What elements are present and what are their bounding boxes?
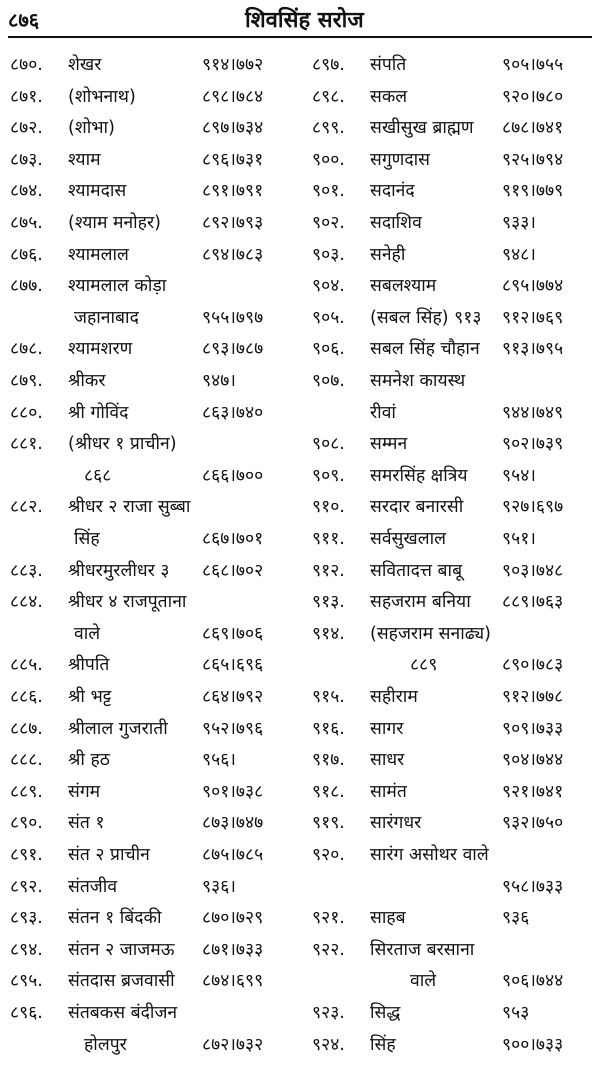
left-entry-number: ८९१. bbox=[10, 845, 43, 865]
left-entry-pages: ८७४।६९९ bbox=[202, 971, 264, 992]
right-entry-number: ९१९. bbox=[312, 813, 345, 834]
left-entry-name: श्रीधरमुरलीधर ३ bbox=[68, 560, 170, 581]
right-entry-name: सर्वसुखलाल bbox=[370, 529, 446, 549]
left-entry-number: ८८७. bbox=[10, 718, 43, 739]
right-entry-pages: ९००।७३३ bbox=[502, 1034, 564, 1055]
left-entry-pages: ९०१।७३८ bbox=[202, 781, 264, 802]
header-rule bbox=[8, 36, 592, 38]
right-entry-name: सारंग असोथर वाले bbox=[370, 845, 489, 865]
left-entry-number: ८७५. bbox=[10, 213, 43, 233]
left-entry-number: ८८१. bbox=[10, 434, 43, 455]
left-entry-name: संतजीव bbox=[68, 876, 118, 897]
left-entry-pages: ८९६।७३१ bbox=[202, 149, 264, 170]
right-entry-pages: ९२०।७८० bbox=[502, 86, 564, 107]
left-entry-pages: ८९२।७९३ bbox=[202, 213, 264, 233]
right-entry-number: ९०१. bbox=[312, 181, 345, 202]
right-entry-number: ९१८. bbox=[312, 781, 345, 802]
right-entry-pages: ९५४। bbox=[502, 465, 536, 486]
right-entry-number: ८९९. bbox=[312, 118, 345, 139]
right-entry-number: ९०४. bbox=[312, 276, 345, 297]
right-entry-pages: ९४४।७४९ bbox=[502, 402, 564, 423]
right-entry-pages: ८९०।७८३ bbox=[502, 655, 564, 676]
right-entry-name: सामंत bbox=[370, 781, 407, 802]
right-entry-pages: ९०९।७३३ bbox=[502, 718, 564, 739]
index-row bbox=[0, 461, 600, 491]
right-entry-pages: ९३३। bbox=[502, 213, 536, 233]
left-entry-name: श्रीधर २ राजा सुब्बा bbox=[68, 497, 191, 518]
index-row bbox=[0, 777, 600, 807]
right-entry-number: ९११. bbox=[312, 529, 345, 549]
right-entry-pages: ९१२।७६९ bbox=[502, 307, 564, 328]
left-entry-name: संत १ bbox=[68, 813, 105, 834]
left-entry-name: श्री हठ bbox=[68, 750, 110, 771]
left-entry-number: ८७२. bbox=[10, 118, 43, 139]
index-row bbox=[0, 429, 600, 459]
left-entry-pages: ८९४।७८३ bbox=[202, 244, 264, 265]
index-row bbox=[0, 334, 600, 364]
right-entry-name: (सबल सिंह) ९१३ bbox=[370, 307, 482, 328]
left-entry-number: ८८९. bbox=[10, 781, 43, 802]
right-entry-name: समनेश कायस्थ bbox=[370, 371, 466, 391]
left-entry-pages: ९३६। bbox=[202, 876, 236, 897]
left-entry-name: श्रीपति bbox=[68, 655, 110, 676]
left-entry-name: श्यामलाल कोड़ा bbox=[68, 276, 167, 297]
right-entry-pages: ९३२।७५० bbox=[502, 813, 564, 834]
right-entry-name: सागर bbox=[370, 718, 404, 739]
left-entry-pages: ८९१।७९१ bbox=[202, 181, 264, 202]
right-entry-number: ९२४. bbox=[312, 1034, 345, 1055]
index-row bbox=[0, 492, 600, 522]
left-entry-pages: ९५२।७९६ bbox=[202, 718, 264, 739]
left-entry-number: ८७७. bbox=[10, 276, 43, 297]
right-entry-pages: ९३६ bbox=[502, 908, 530, 929]
right-entry-number: ९०७. bbox=[312, 371, 345, 391]
right-entry-pages: ९४८। bbox=[502, 244, 536, 265]
left-entry-number: ८७९. bbox=[10, 371, 43, 391]
index-row bbox=[0, 271, 600, 301]
right-entry-pages: ९०३।७४८ bbox=[502, 560, 564, 581]
index-row bbox=[0, 1030, 600, 1060]
left-entry-pages: ९५६। bbox=[202, 750, 236, 771]
index-row bbox=[0, 303, 600, 333]
index-row bbox=[0, 50, 600, 80]
left-entry-number: ८७८. bbox=[10, 339, 43, 360]
page-title: शिवसिंह सरोज bbox=[245, 8, 364, 33]
right-entry-number: ९१५. bbox=[312, 687, 345, 707]
right-entry-name: (सहजराम सनाढ्य) bbox=[370, 623, 491, 644]
right-entry-pages: ९५१। bbox=[502, 529, 536, 549]
left-entry-name: संगम bbox=[68, 781, 101, 802]
index-row bbox=[0, 398, 600, 428]
right-entry-pages: ८७८।७४१ bbox=[502, 118, 564, 139]
right-entry-number: ९१४. bbox=[312, 623, 345, 644]
right-entry-number: ९००. bbox=[312, 149, 345, 170]
left-entry-pages: ९१४।७७२ bbox=[202, 55, 264, 75]
left-entry-name: (शोभनाथ) bbox=[68, 86, 136, 107]
right-entry-name: सबल सिंह चौहान bbox=[370, 339, 480, 360]
left-entry-number: ८८२. bbox=[10, 497, 43, 518]
left-entry-name: जहानाबाद bbox=[74, 307, 139, 328]
index-row bbox=[0, 650, 600, 680]
left-entry-pages: ८६९।७०६ bbox=[202, 623, 264, 644]
left-entry-pages: ८७३।७४७ bbox=[202, 813, 264, 834]
right-entry-name: सदानंद bbox=[370, 181, 415, 202]
left-entry-name: ८६८ bbox=[84, 465, 112, 486]
index-row bbox=[0, 208, 600, 238]
left-entry-number: ८८३. bbox=[10, 560, 43, 581]
index-row bbox=[0, 903, 600, 933]
right-entry-number: ९०३. bbox=[312, 244, 345, 265]
right-entry-name: संपति bbox=[370, 55, 407, 75]
right-entry-name: वाले bbox=[410, 971, 437, 992]
right-entry-name: सकल bbox=[370, 86, 408, 107]
right-entry-name: साधर bbox=[370, 750, 405, 771]
index-row bbox=[0, 714, 600, 744]
left-entry-pages: ८७१।७३३ bbox=[202, 939, 264, 960]
right-entry-number: ९१३. bbox=[312, 592, 345, 613]
right-entry-number: ९०२. bbox=[312, 213, 345, 233]
index-row bbox=[0, 240, 600, 270]
index-row bbox=[0, 619, 600, 649]
right-entry-pages: ८८९।७६३ bbox=[502, 592, 564, 613]
left-entry-number: ८७१. bbox=[10, 86, 43, 107]
left-entry-number: ८८८. bbox=[10, 750, 43, 771]
right-entry-number: ९१२. bbox=[312, 560, 345, 581]
right-entry-name: सदाशिव bbox=[370, 213, 422, 233]
left-entry-name: श्यामदास bbox=[68, 181, 127, 202]
left-entry-number: ८९०. bbox=[10, 813, 43, 834]
index-row bbox=[0, 872, 600, 902]
right-entry-name: सिंह bbox=[370, 1034, 396, 1055]
right-entry-name: सरदार बनारसी bbox=[370, 497, 464, 518]
right-entry-name: सबलश्याम bbox=[370, 276, 437, 297]
index-row bbox=[0, 113, 600, 143]
right-entry-name: समरसिंह क्षत्रिय bbox=[370, 465, 468, 486]
left-entry-pages: ८६३।७४० bbox=[202, 402, 264, 423]
right-entry-number: ९२३. bbox=[312, 1003, 345, 1023]
index-row bbox=[0, 808, 600, 838]
right-entry-number: ८९७. bbox=[312, 55, 345, 75]
index-row bbox=[0, 682, 600, 712]
left-entry-pages: ८९३।७८७ bbox=[202, 339, 264, 360]
index-row bbox=[0, 366, 600, 396]
left-entry-name: संतन १ बिंदकी bbox=[68, 908, 162, 929]
left-entry-name: संत २ प्राचीन bbox=[68, 845, 150, 865]
right-entry-number: ९०६. bbox=[312, 339, 345, 360]
right-entry-name: सारंगधर bbox=[370, 813, 422, 834]
left-entry-pages: ८७२।७३२ bbox=[202, 1034, 264, 1055]
left-entry-name: (श्रीधर १ प्राचीन) bbox=[68, 434, 177, 455]
left-entry-number: ८७६. bbox=[10, 244, 43, 265]
index-row bbox=[0, 745, 600, 775]
left-entry-pages: ९४७। bbox=[202, 371, 236, 391]
left-entry-name: श्री भट्ट bbox=[68, 687, 112, 707]
right-entry-pages: ९१२।७७८ bbox=[502, 687, 564, 707]
left-entry-number: ८९६. bbox=[10, 1003, 43, 1023]
left-entry-name: श्यामशरण bbox=[68, 339, 133, 360]
right-entry-pages: ९१९।७७९ bbox=[502, 181, 564, 202]
left-entry-name: सिंह bbox=[74, 529, 100, 549]
left-entry-name: श्री गोविंद bbox=[68, 402, 129, 423]
left-entry-name: होलपुर bbox=[84, 1034, 127, 1055]
left-entry-name: श्यामलाल bbox=[68, 244, 129, 265]
right-entry-pages: ९५३ bbox=[502, 1003, 530, 1023]
left-entry-pages: ८७५।७८५ bbox=[202, 845, 264, 865]
right-entry-pages: ९१३।७९५ bbox=[502, 339, 564, 360]
left-entry-name: श्रीधर ४ राजपूताना bbox=[68, 592, 187, 613]
index-row bbox=[0, 587, 600, 617]
right-entry-name: सहजराम बनिया bbox=[370, 592, 471, 613]
right-entry-pages: ९०४।७४४ bbox=[502, 750, 564, 771]
index-row bbox=[0, 556, 600, 586]
index-row bbox=[0, 998, 600, 1028]
left-entry-pages: ८९८।७८४ bbox=[202, 86, 264, 107]
left-entry-name: श्रीकर bbox=[68, 371, 106, 391]
left-entry-name: संतबकस बंदीजन bbox=[68, 1003, 178, 1023]
right-entry-name: सहीराम bbox=[370, 687, 418, 707]
left-entry-name: संतन २ जाजमऊ bbox=[68, 939, 175, 960]
right-entry-name: ८८९ bbox=[410, 655, 438, 676]
left-entry-pages: ८६४।७९२ bbox=[202, 687, 264, 707]
left-entry-name: श्रीलाल गुजराती bbox=[68, 718, 168, 739]
left-entry-number: ८८५. bbox=[10, 655, 43, 676]
left-entry-pages: ८६७।७०१ bbox=[202, 529, 264, 549]
right-entry-pages: ९५८।७३३ bbox=[502, 876, 564, 897]
index-row bbox=[0, 145, 600, 175]
left-entry-number: ८७०. bbox=[10, 55, 43, 75]
right-entry-pages: ९२१।७४१ bbox=[502, 781, 564, 802]
left-entry-pages: ८९७।७३४ bbox=[202, 118, 264, 139]
left-entry-name: (शोभा) bbox=[68, 118, 115, 139]
right-entry-pages: ९०२।७३९ bbox=[502, 434, 564, 455]
index-row bbox=[0, 935, 600, 965]
right-entry-name: सिरताज बरसाना bbox=[370, 939, 475, 960]
left-entry-number: ८९४. bbox=[10, 939, 43, 960]
left-entry-name: संतदास ब्रजवासी bbox=[68, 971, 175, 992]
index-row bbox=[0, 966, 600, 996]
right-entry-pages: ९०६।७४४ bbox=[502, 971, 564, 992]
right-entry-number: ९२०. bbox=[312, 845, 345, 865]
left-entry-name: वाले bbox=[74, 623, 101, 644]
right-entry-number: ९०८. bbox=[312, 434, 345, 455]
left-entry-pages: ८६६।७०० bbox=[202, 465, 264, 486]
left-entry-name: शेखर bbox=[68, 55, 102, 75]
left-entry-number: ८७४. bbox=[10, 181, 43, 202]
left-entry-name: श्याम bbox=[68, 149, 101, 170]
right-entry-number: ९१०. bbox=[312, 497, 345, 518]
index-row bbox=[0, 524, 600, 554]
right-entry-number: ९०९. bbox=[312, 465, 345, 486]
right-entry-pages: ९२५।७९४ bbox=[502, 149, 564, 170]
right-entry-name: सगुणदास bbox=[370, 149, 430, 170]
right-entry-pages: ९२७।६९७ bbox=[502, 497, 564, 518]
left-entry-number: ८८४. bbox=[10, 592, 43, 613]
left-entry-pages: ८७०।७२९ bbox=[202, 908, 264, 929]
right-entry-number: ९२२. bbox=[312, 939, 345, 960]
left-entry-pages: ८६५।६९६ bbox=[202, 655, 264, 676]
right-entry-number: ८९८. bbox=[312, 86, 345, 107]
right-entry-name: सम्मन bbox=[370, 434, 408, 455]
right-entry-pages: ८९५।७७४ bbox=[502, 276, 564, 297]
left-entry-name: (श्याम मनोहर) bbox=[68, 213, 161, 233]
index-row bbox=[0, 82, 600, 112]
left-entry-number: ८९५. bbox=[10, 971, 43, 992]
right-entry-name: सवितादत्त बाबू bbox=[370, 560, 463, 581]
left-entry-number: ८७३. bbox=[10, 149, 43, 170]
right-entry-name: सनेही bbox=[370, 244, 406, 265]
left-entry-number: ८८६. bbox=[10, 687, 43, 707]
index-row bbox=[0, 176, 600, 206]
page-number: ८७६ bbox=[8, 8, 40, 32]
right-entry-name: रीवां bbox=[370, 402, 396, 423]
right-entry-number: ९१६. bbox=[312, 718, 345, 739]
right-entry-name: साहब bbox=[370, 908, 406, 929]
left-entry-number: ८९३. bbox=[10, 908, 43, 929]
right-entry-name: सखीसुख ब्राह्मण bbox=[370, 118, 474, 139]
right-entry-number: ९२१. bbox=[312, 908, 345, 929]
left-entry-number: ८९२. bbox=[10, 876, 43, 897]
index-row bbox=[0, 840, 600, 870]
page-header bbox=[0, 0, 600, 40]
right-entry-pages: ९०५।७५५ bbox=[502, 55, 564, 75]
right-entry-name: सिद्ध bbox=[370, 1003, 401, 1023]
left-entry-pages: ८६८।७०२ bbox=[202, 560, 264, 581]
left-entry-number: ८८०. bbox=[10, 402, 43, 423]
right-entry-number: ९१७. bbox=[312, 750, 345, 771]
right-entry-number: ९०५. bbox=[312, 307, 345, 328]
left-entry-pages: ९५५।७९७ bbox=[202, 307, 264, 328]
